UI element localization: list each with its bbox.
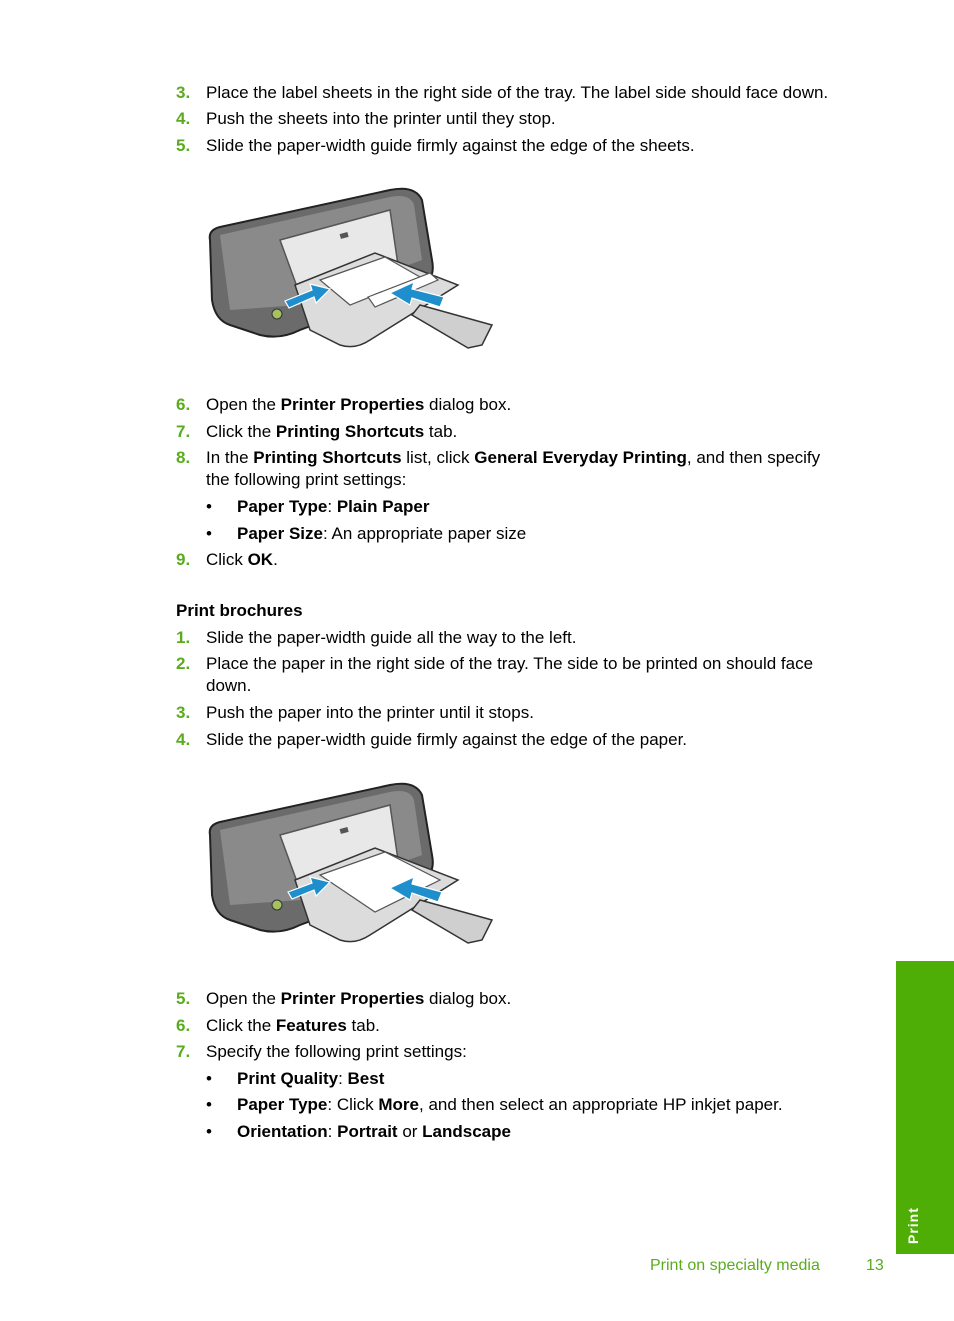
section-heading-brochures: Print brochures	[176, 601, 303, 620]
step-text: Open the	[206, 989, 281, 1008]
step-text: Click	[206, 550, 248, 569]
step-8-labels	[176, 447, 820, 469]
bullet-paper-type	[206, 496, 429, 518]
step-6-brochures	[176, 1015, 380, 1037]
step-number: 7.	[176, 1042, 191, 1061]
step-number: 8.	[176, 448, 191, 467]
separator: :	[338, 1069, 348, 1088]
step-number: 3.	[176, 703, 191, 722]
bullet-dot: •	[206, 1095, 212, 1114]
bullet-dot: •	[206, 1122, 212, 1141]
step-text: Click the	[206, 1016, 276, 1035]
step-text: list, click	[401, 448, 475, 467]
setting-value: Portrait	[337, 1122, 398, 1141]
step-text: Push the sheets into the printer until they stop.	[206, 109, 556, 128]
step-number: 4.	[176, 730, 191, 749]
step-text: tab.	[424, 422, 458, 441]
step-4-brochures	[176, 729, 687, 751]
step-text: Place the paper in the right side of the tray. The side to be printed on should face	[206, 654, 814, 673]
step-number: 2.	[176, 654, 191, 673]
setting-label: Print Quality	[237, 1069, 339, 1088]
list-name: Printing Shortcuts	[253, 448, 402, 467]
setting-label: Paper Size	[237, 524, 323, 543]
chapter-side-tab	[896, 961, 954, 1254]
bullet-dot: •	[206, 524, 212, 543]
step-text: dialog box.	[424, 989, 512, 1008]
button-name: More	[378, 1095, 420, 1114]
step-text: Click the	[206, 422, 276, 441]
separator: :	[327, 497, 337, 516]
step-number: 7.	[176, 422, 191, 441]
setting-label: Paper Type	[237, 497, 328, 516]
step-8-continuation: the following print settings:	[206, 470, 407, 489]
step-7-labels	[176, 421, 457, 443]
step-number: 5.	[176, 989, 191, 1008]
step-text: Open the	[206, 395, 281, 414]
step-number: 9.	[176, 550, 191, 569]
setting-value: : An appropriate paper size	[323, 524, 527, 543]
setting-label: Orientation	[237, 1122, 328, 1141]
step-text: .	[273, 550, 278, 569]
step-text: : Click	[327, 1095, 379, 1114]
setting-value: Best	[347, 1069, 385, 1088]
step-9-labels	[176, 549, 278, 571]
bullet-paper-size	[206, 523, 526, 545]
step-2-continuation: down.	[206, 676, 252, 695]
button-name: OK	[247, 550, 274, 569]
bullet-dot: •	[206, 1069, 212, 1088]
step-text: Slide the paper-width guide firmly against the edge of the sheets.	[206, 136, 695, 155]
chapter-tab-label: Print	[905, 1207, 921, 1244]
step-3-labels	[176, 82, 828, 104]
step-number: 4.	[176, 109, 191, 128]
step-1-brochures	[176, 627, 576, 649]
step-text: dialog box.	[424, 395, 512, 414]
step-text: Place the label sheets in the right side of the tray. The label side should face down.	[206, 83, 829, 102]
bullet-paper-type	[206, 1094, 783, 1116]
footer-section-title: Print on specialty media	[650, 1257, 820, 1274]
dialog-name: Printer Properties	[280, 395, 425, 414]
step-4-labels	[176, 108, 556, 130]
tab-name: Printing Shortcuts	[275, 422, 425, 441]
tab-name: Features	[275, 1016, 347, 1035]
step-text: , and then select an appropriate HP inkjet paper.	[419, 1095, 783, 1114]
step-5-brochures	[176, 988, 511, 1010]
printer-brochure-illustration	[200, 780, 500, 955]
step-7-brochures	[176, 1041, 467, 1063]
step-text: Slide the paper-width guide firmly against the edge of the paper.	[206, 730, 688, 749]
bullet-orientation	[206, 1121, 511, 1143]
separator: :	[327, 1122, 338, 1141]
step-6-labels	[176, 394, 511, 416]
step-text: Push the paper into the printer until it stops.	[206, 703, 534, 722]
setting-value: Landscape	[422, 1122, 511, 1141]
step-text: In the	[206, 448, 254, 467]
bullet-dot: •	[206, 497, 212, 516]
step-text: , and then specify	[686, 448, 821, 467]
setting-label: Paper Type	[237, 1095, 328, 1114]
bullet-print-quality	[206, 1068, 384, 1090]
step-5-labels	[176, 135, 695, 157]
shortcut-name: General Everyday Printing	[474, 448, 687, 467]
step-number: 5.	[176, 136, 191, 155]
step-number: 1.	[176, 628, 191, 647]
step-text: or	[397, 1122, 423, 1141]
step-text: tab.	[346, 1016, 380, 1035]
step-text: Specify the following print settings:	[206, 1042, 467, 1061]
step-number: 6.	[176, 1016, 191, 1035]
dialog-name: Printer Properties	[280, 989, 425, 1008]
step-2-brochures	[176, 653, 813, 675]
printer-labels-illustration	[200, 185, 500, 360]
step-number: 6.	[176, 395, 191, 414]
footer-page-number: 13	[866, 1257, 884, 1274]
step-text: Slide the paper-width guide all the way to the left.	[206, 628, 577, 647]
step-number: 3.	[176, 83, 191, 102]
step-3-brochures	[176, 702, 534, 724]
setting-value: Plain Paper	[336, 497, 430, 516]
